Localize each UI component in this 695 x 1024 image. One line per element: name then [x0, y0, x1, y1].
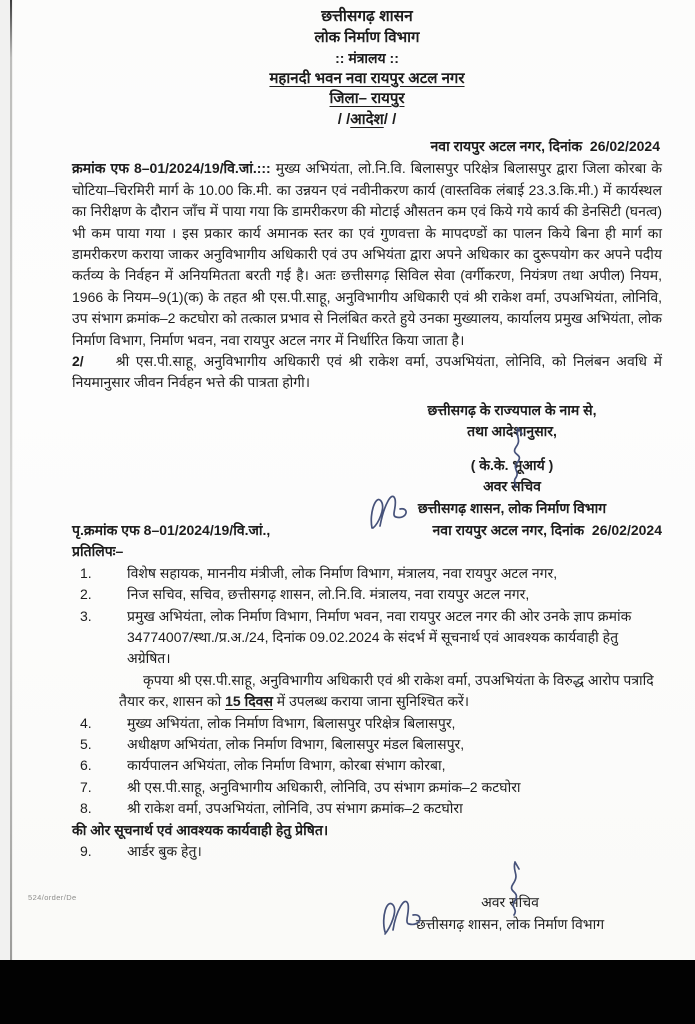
signature-block-1 — [362, 400, 662, 519]
order-title-pre: / / — [337, 110, 351, 128]
copy-item-9 — [72, 841, 662, 862]
copy-item-number: 5. — [80, 735, 92, 752]
signature-space — [362, 443, 662, 455]
copy-item-text: श्री एस.पी.साहू, अनुविभागीय अधिकारी, लोनिवि, उप संभाग क्रमांक–2 कटघोरा — [127, 778, 521, 795]
copy-item-text: कार्यपालन अभियंता, लोक निर्माण विभाग, कोरबा संभाग कोरबा, — [127, 757, 446, 774]
note-text-post: में उपलब्ध कराया जाना सुनिश्चित करें। — [272, 693, 470, 710]
copy-item-text: आर्डर बुक हेतु। — [127, 843, 202, 859]
scan-edge-line — [10, 0, 12, 960]
order-title-word: आदेश — [350, 110, 384, 128]
forward-note: की ओर सूचनार्थ एवं आवश्यक कार्यवाही हेतु प्रेषित। — [72, 821, 329, 838]
copy-item-number: 4. — [80, 714, 92, 731]
copy-item-number: 9. — [80, 843, 92, 859]
copy-item-3 — [72, 606, 662, 670]
endorsement-place-date: नवा रायपुर अटल नगर, दिनांक 26/02/2024 — [432, 521, 662, 538]
copy-item-text: निज सचिव, सचिव, छत्तीसगढ़ शासन, लो.नि.वि. मंत्रालय, नवा रायपुर अटल नगर, — [127, 586, 530, 603]
document-content — [13, 0, 695, 935]
note-text-pre: कृपया श्री एस.पी.साहू, अनुविभागीय अधिकारी एवं श्री राकेश वर्मा, उपअभियंता के विरुद्ध आरोप पत्रादि तैयार कर, शासन को — [119, 671, 654, 710]
charge-sheet-note — [119, 670, 662, 713]
order-paragraph-1 — [72, 158, 662, 351]
signatory-title: अवर सचिव — [481, 894, 539, 911]
letterhead-address: महानदी भवन नवा रायपुर अटल नगर — [269, 69, 465, 87]
signatory-department: छत्तीसगढ़ शासन, लोक निर्माण विभाग — [417, 499, 607, 516]
order-paragraph-2 — [72, 351, 662, 394]
copy-item-number: 7. — [80, 778, 92, 795]
copy-item-text: अधीक्षण अभियंता, लोक निर्माण विभाग, बिलासपुर मंडल बिलासपुर, — [127, 735, 465, 752]
copy-to-label: प्रतिलिपः– — [72, 543, 124, 560]
order-title — [72, 110, 662, 131]
letterhead — [72, 7, 662, 130]
copy-item-text: प्रमुख अभियंता, लोक निर्माण विभाग, निर्माण भवन, नवा रायपुर अटल नगर की ओर उनके ज्ञाप क्रमांक 34774007/स्था./प्र.अ./24, दिनांक 09.02.2024 के संदर्भ में सूचनार्थ एवं आवश्यक कार्यवाही हेतु अग्रेषित। — [127, 607, 640, 667]
document-page — [13, 0, 695, 960]
copy-item-number: 2. — [80, 586, 92, 603]
copy-item-7 — [72, 777, 662, 798]
order-paragraph-2-text: श्री एस.पी.साहू, अनुविभागीय अधिकारी एवं श्री राकेश वर्मा, उपअभियंता, लोनिवि, को निलंबन अवधि में नियमानुसार जीवन निर्वहन भत्ते की पात्रता होगी। — [72, 353, 662, 391]
letterhead-district: जिला– रायपुर — [329, 90, 405, 107]
letterhead-government: छत्तीसगढ़ शासन — [321, 8, 413, 25]
scan-footer-code: 524/order/De — [28, 893, 77, 902]
copy-list — [72, 563, 662, 863]
by-order-line-2: तथा आदेशानुसार, — [467, 423, 557, 440]
copy-item-text: विशेष सहायक, माननीय मंत्रीजी, लोक निर्माण विभाग, मंत्रालय, नवा रायपुर अटल नगर, — [127, 564, 558, 581]
copy-item-number: 6. — [80, 757, 92, 774]
copy-item-5 — [72, 734, 662, 755]
paragraph-2-number: 2/ — [72, 353, 84, 370]
signatory-name: ( के.के. भूआर्य ) — [470, 456, 554, 473]
dateline: नवा रायपुर अटल नगर, दिनांक 26/02/2024 — [430, 138, 660, 154]
signatory-department: छत्तीसगढ़ शासन, लोक निर्माण विभाग — [415, 915, 605, 932]
endorsement-reference: पृ.क्रमांक एफ 8–01/2024/19/वि.जां., — [72, 521, 271, 538]
copy-item-8 — [72, 798, 662, 819]
letterhead-department: लोक निर्माण विभाग — [314, 28, 420, 46]
bottom-black-bar — [0, 960, 695, 1024]
copy-item-number: 1. — [80, 564, 92, 581]
note-deadline: 15 दिवस — [225, 693, 273, 710]
copy-item-number: 8. — [80, 800, 92, 817]
order-reference-number: क्रमांक एफ 8–01/2024/19/वि.जां.::: — [72, 160, 271, 177]
signature-block-2 — [370, 892, 650, 935]
copy-item-number: 3. — [80, 607, 92, 624]
copy-item-6 — [72, 755, 662, 776]
copy-item-text: श्री राकेश वर्मा, उपअभियंता, लोनिवि, उप संभाग क्रमांक–2 कटघोरा — [127, 800, 463, 817]
letterhead-ministry: :: मंत्रालय :: — [335, 50, 399, 66]
copy-item-4 — [72, 713, 662, 734]
copy-item-2 — [72, 584, 662, 605]
order-paragraph-1-text: मुख्य अभियंता, लो.नि.वि. बिलासपुर परिक्षेत्र बिलासपुर द्वारा जिला कोरबा के चोटिया–चिरमिरी मार्ग के 10.00 कि.मी. का उन्नयन एवं नवीनीकरण कार्य (वास्तविक लंबाई 23.3.कि.मी.) में कार्यस्थल का निरीक्षण के दौरान जाँच में पाया गया कि डामरीकरण की मोटाई औसतन कम एवं किये गये कार्य की डेनसिटी (घनत्व) भी कम पाया गया । इस प्रकार कार्य अमानक स्तर का एवं गुणवत्ता के मापदण्डों का पालन किये बिना ही मार्ग का डामरीकरण कराया जाकर अनुविभागीय अधिकारी एवं उप अभियंता द्वारा अपने अधिकार का दुरूपयोग कर अपने पदीय कर्तव्य के निर्वहन में अनियमितता बरती गई है। अतः छत्तीसगढ़ सिविल सेवा (वर्गीकरण, नियंत्रण तथा अपील) नियम, 1966 के नियम–9(1)(क) के तहत श्री एस.पी.साहू, अनुविभागीय अधिकारी एवं श्री राकेश वर्मा, उपअभियंता, लोनिवि, उप संभाग क्रमांक–2 कटघोरा को तत्काल प्रभाव से निलंबित करते हुये उनका मुख्यालय, कार्यालय प्रमुख अभियंता, लोक निर्माण विभाग, निर्माण भवन, नवा रायपुर अटल नगर में निर्धारित किया जाता है। — [72, 160, 663, 348]
copy-item-1 — [72, 563, 662, 584]
copy-item-text: मुख्य अभियंता, लोक निर्माण विभाग, बिलासपुर परिक्षेत्र बिलासपुर, — [127, 714, 456, 731]
endorsement-reference-row — [72, 520, 662, 541]
by-order-line-1: छत्तीसगढ़ के राज्यपाल के नाम से, — [427, 401, 597, 418]
signatory-title: अवर सचिव — [483, 478, 541, 495]
order-title-post: / / — [383, 110, 397, 128]
